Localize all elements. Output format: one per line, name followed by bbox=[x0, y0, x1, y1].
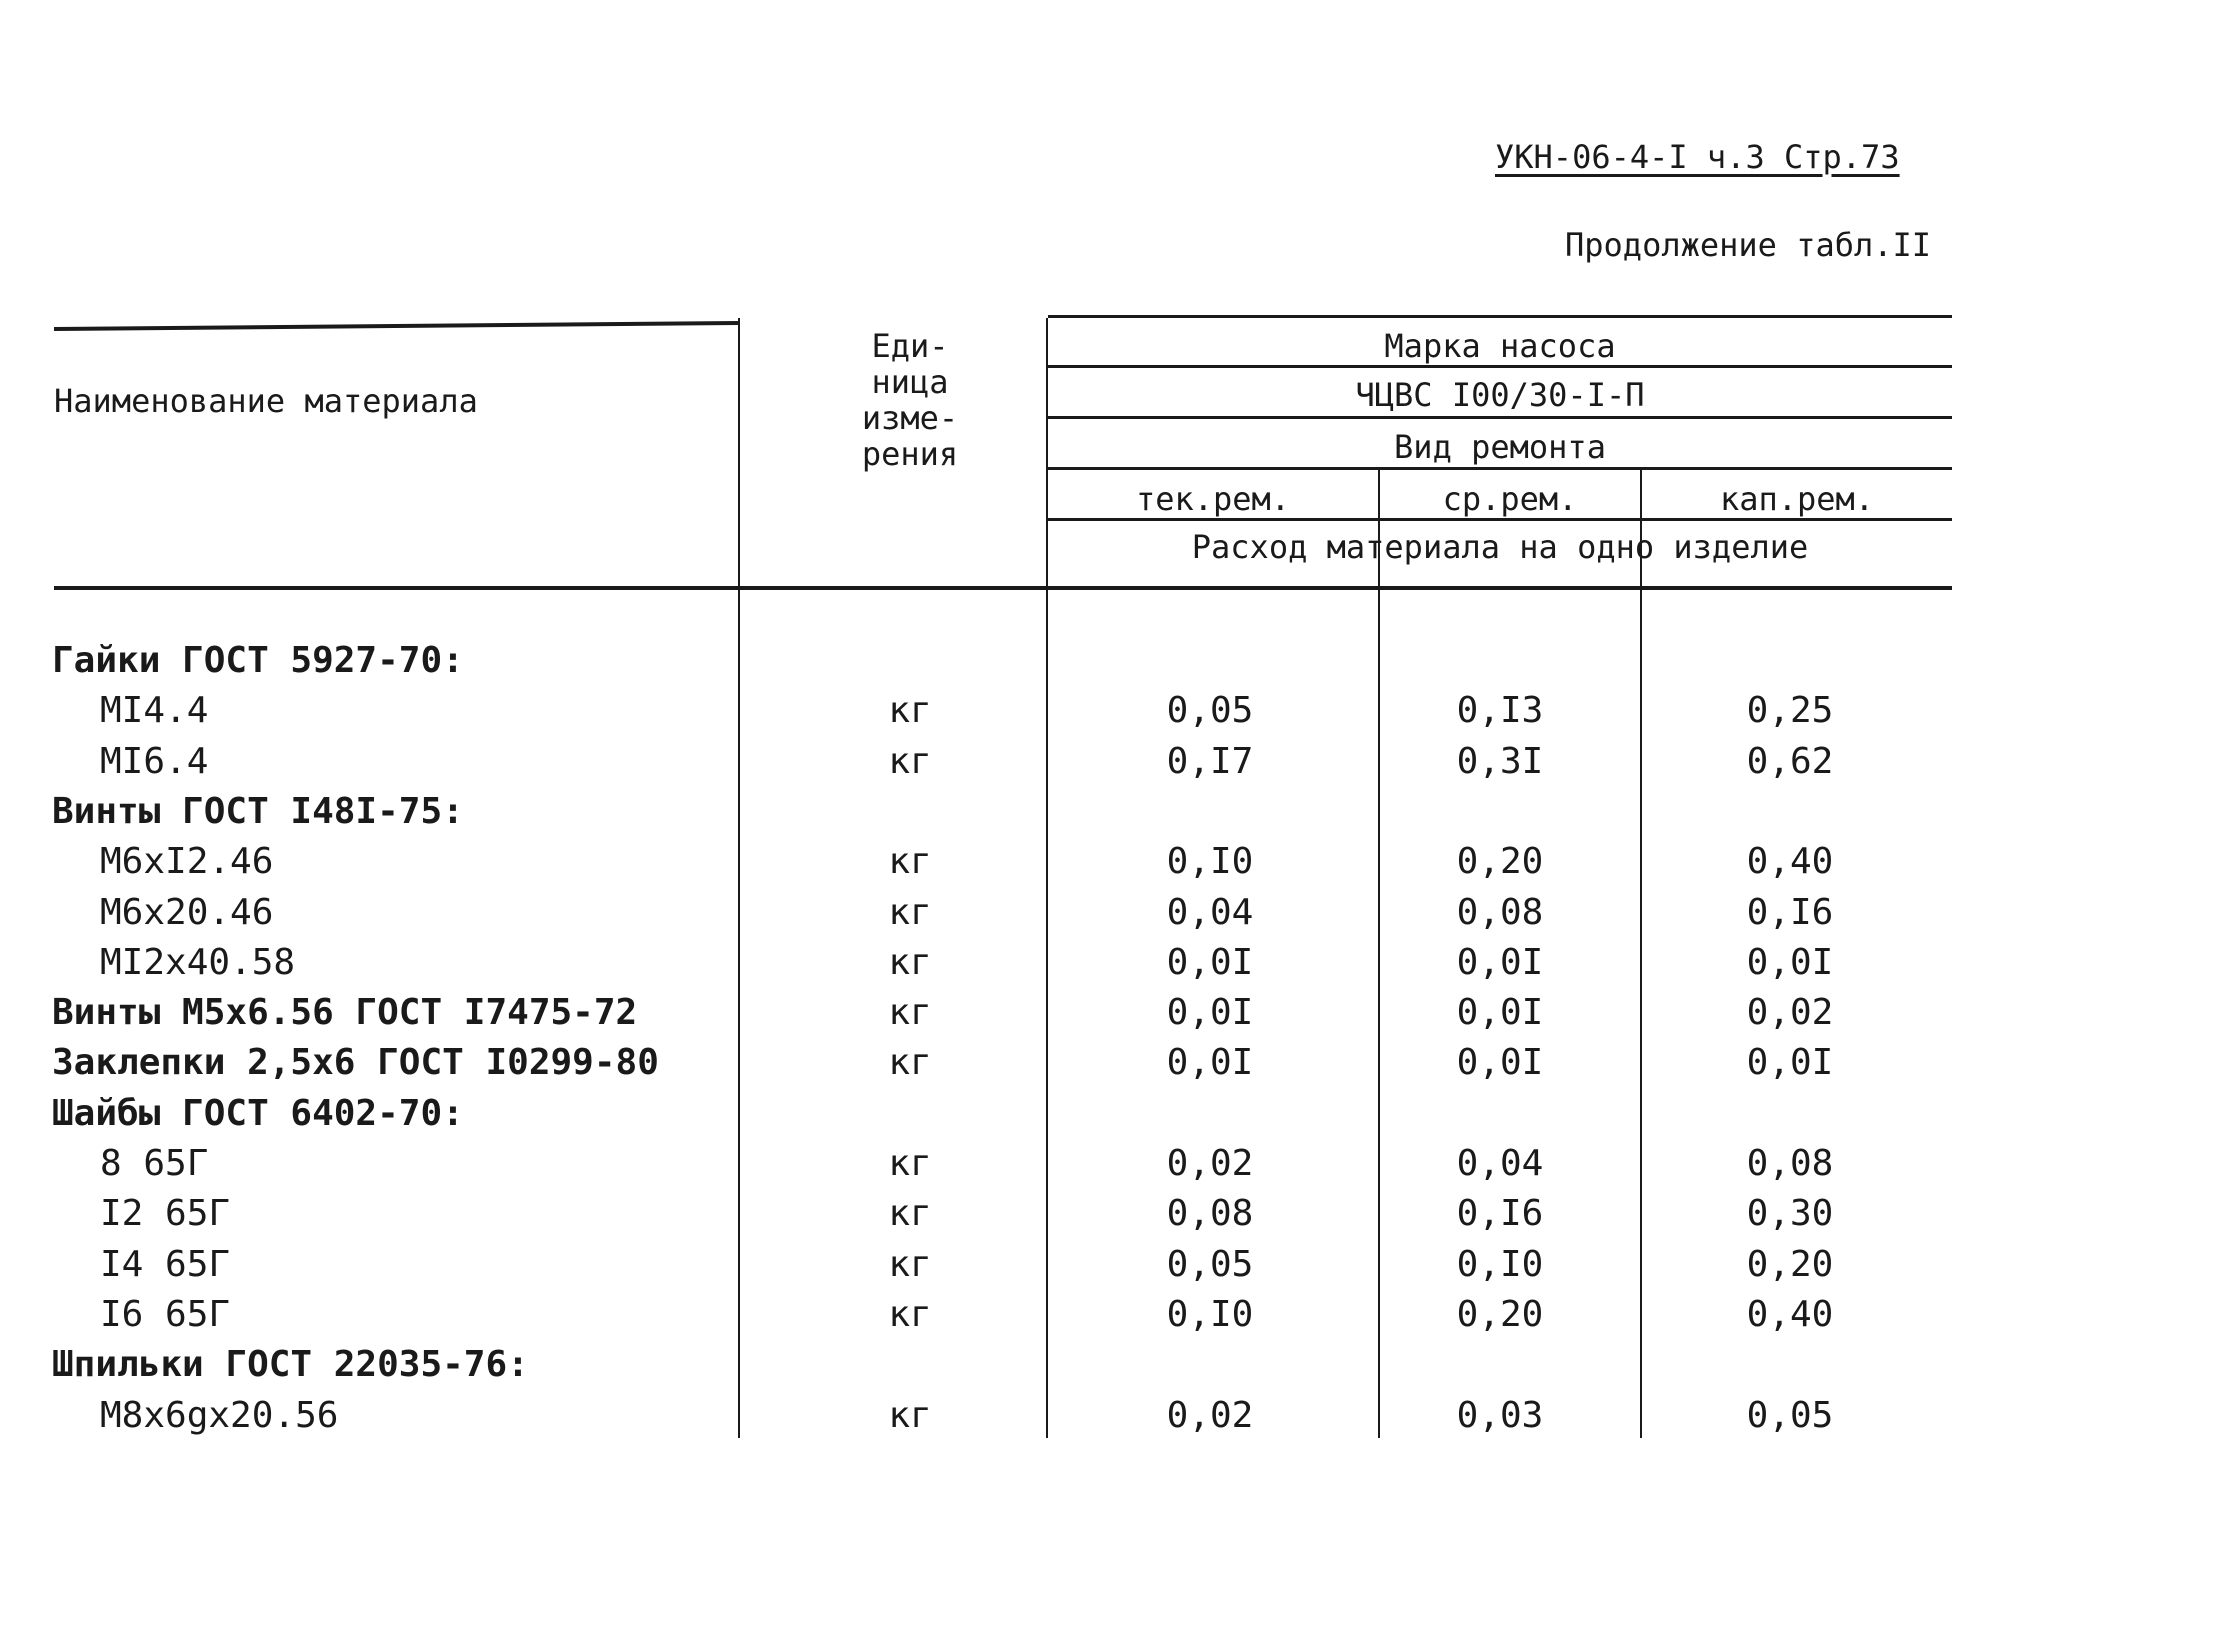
material-name: М6х20.46 bbox=[100, 891, 274, 933]
value-current-repair: 0,08 bbox=[1166, 1193, 1254, 1235]
header-repair-capital: кап.рем. bbox=[1719, 480, 1875, 518]
unit-cell: кг bbox=[888, 992, 932, 1034]
value-current-repair: 0,0I bbox=[1166, 992, 1254, 1034]
value-current-repair: 0,05 bbox=[1166, 1243, 1254, 1285]
material-name: МI2х40.58 bbox=[100, 941, 296, 983]
header-repair-medium: ср.рем. bbox=[1442, 480, 1578, 518]
value-current-repair: 0,I0 bbox=[1166, 841, 1254, 883]
table-row bbox=[0, 1093, 2213, 1143]
table-row bbox=[0, 1244, 2213, 1294]
value-capital-repair: 0,05 bbox=[1746, 1394, 1834, 1436]
value-current-repair: 0,05 bbox=[1166, 690, 1254, 732]
table-row bbox=[0, 892, 2213, 942]
value-current-repair: 0,I7 bbox=[1166, 740, 1254, 782]
value-current-repair: 0,04 bbox=[1166, 891, 1254, 933]
material-name: МI6.4 bbox=[100, 740, 209, 782]
unit-cell: кг bbox=[888, 1193, 932, 1235]
value-capital-repair: 0,25 bbox=[1746, 690, 1834, 732]
value-medium-repair: 0,04 bbox=[1456, 1143, 1544, 1184]
material-name: МI4.4 bbox=[100, 690, 209, 732]
header-pump-model: ЧЦВС I00/30-I-П bbox=[1355, 376, 1645, 414]
value-medium-repair: 0,03 bbox=[1456, 1394, 1544, 1436]
table-row bbox=[0, 942, 2213, 992]
material-name: I2 65Г bbox=[100, 1193, 231, 1235]
value-capital-repair: 0,20 bbox=[1746, 1243, 1834, 1285]
header-repair-type: Вид ремонта bbox=[1394, 428, 1606, 466]
value-medium-repair: 0,0I bbox=[1456, 992, 1544, 1034]
value-current-repair: 0,02 bbox=[1166, 1143, 1254, 1184]
column-header-material-name: Наименование материала bbox=[54, 382, 478, 420]
table-top-rule-right bbox=[1048, 315, 1952, 318]
table-row bbox=[0, 741, 2213, 791]
unit-cell: кг bbox=[888, 1243, 932, 1285]
table-row bbox=[0, 992, 2213, 1042]
value-medium-repair: 0,08 bbox=[1456, 891, 1544, 933]
table-row bbox=[0, 841, 2213, 891]
table-row bbox=[0, 1193, 2213, 1243]
unit-cell: кг bbox=[888, 941, 932, 983]
material-name: 8 65Г bbox=[100, 1143, 209, 1184]
value-capital-repair: 0,40 bbox=[1746, 1293, 1834, 1335]
table-row bbox=[0, 1143, 2213, 1193]
material-name: М8х6gх20.56 bbox=[100, 1394, 339, 1436]
value-medium-repair: 0,20 bbox=[1456, 841, 1544, 883]
material-name: I6 65Г bbox=[100, 1293, 231, 1335]
value-current-repair: 0,I0 bbox=[1166, 1293, 1254, 1335]
header-pump-brand: Марка насоса bbox=[1384, 327, 1616, 365]
value-medium-repair: 0,0I bbox=[1456, 1042, 1544, 1084]
value-current-repair: 0,02 bbox=[1166, 1394, 1254, 1436]
value-capital-repair: 0,I6 bbox=[1746, 891, 1834, 933]
material-name: Винты М5х6.56 ГОСТ I7475-72 bbox=[52, 992, 638, 1034]
table-top-rule-left bbox=[54, 321, 738, 331]
rule-under-repair-kinds bbox=[1048, 518, 1952, 521]
value-capital-repair: 0,30 bbox=[1746, 1193, 1834, 1235]
table-row bbox=[0, 791, 2213, 841]
header-consumption: Расход материала на одно изделие bbox=[1191, 528, 1809, 566]
table-row bbox=[0, 690, 2213, 740]
value-capital-repair: 0,62 bbox=[1746, 740, 1834, 782]
material-name: М6хI2.46 bbox=[100, 841, 274, 883]
unit-cell: кг bbox=[888, 841, 932, 883]
table-continuation-label: Продолжение табл.II bbox=[1565, 226, 1932, 264]
rule-under-pump-brand bbox=[1048, 365, 1952, 368]
table-row bbox=[0, 1042, 2213, 1092]
table-row bbox=[0, 1294, 2213, 1344]
header-repair-current: тек.рем. bbox=[1135, 480, 1291, 518]
material-name: Шпильки ГОСТ 22035-76: bbox=[52, 1344, 529, 1386]
rule-under-repair-type bbox=[1048, 467, 1952, 470]
material-name: Гайки ГОСТ 5927-70: bbox=[52, 640, 464, 681]
value-capital-repair: 0,0I bbox=[1746, 1042, 1834, 1084]
value-capital-repair: 0,02 bbox=[1746, 992, 1834, 1034]
value-current-repair: 0,0I bbox=[1166, 1042, 1254, 1084]
material-name: Винты ГОСТ I48I-75: bbox=[52, 790, 464, 832]
value-medium-repair: 0,20 bbox=[1456, 1293, 1544, 1335]
material-name: I4 65Г bbox=[100, 1243, 231, 1285]
value-medium-repair: 0,0I bbox=[1456, 941, 1544, 983]
value-medium-repair: 0,3I bbox=[1456, 740, 1544, 782]
table-row bbox=[0, 640, 2213, 690]
unit-cell: кг bbox=[888, 1293, 932, 1335]
document-reference: УКН-06-4-I ч.3 Стр.73 bbox=[1495, 138, 1900, 176]
unit-cell: кг bbox=[888, 1394, 932, 1436]
value-capital-repair: 0,40 bbox=[1746, 841, 1834, 883]
value-capital-repair: 0,08 bbox=[1746, 1143, 1834, 1184]
value-capital-repair: 0,0I bbox=[1746, 941, 1834, 983]
unit-cell: кг bbox=[888, 740, 932, 782]
value-medium-repair: 0,I0 bbox=[1456, 1243, 1544, 1285]
unit-cell: кг bbox=[888, 690, 932, 732]
rule-under-pump-model bbox=[1048, 416, 1952, 419]
material-name: Шайбы ГОСТ 6402-70: bbox=[52, 1092, 464, 1134]
material-name: Заклепки 2,5х6 ГОСТ I0299-80 bbox=[52, 1042, 659, 1084]
table-header-bottom-rule bbox=[54, 586, 1952, 590]
table-row bbox=[0, 1344, 2213, 1394]
value-medium-repair: 0,I6 bbox=[1456, 1193, 1544, 1235]
unit-cell: кг bbox=[888, 1143, 932, 1184]
unit-cell: кг bbox=[888, 1042, 932, 1084]
table-row bbox=[0, 1395, 2213, 1445]
unit-cell: кг bbox=[888, 891, 932, 933]
value-current-repair: 0,0I bbox=[1166, 941, 1254, 983]
column-header-unit: Еди- ница изме- рения bbox=[861, 327, 959, 473]
value-medium-repair: 0,I3 bbox=[1456, 690, 1544, 732]
